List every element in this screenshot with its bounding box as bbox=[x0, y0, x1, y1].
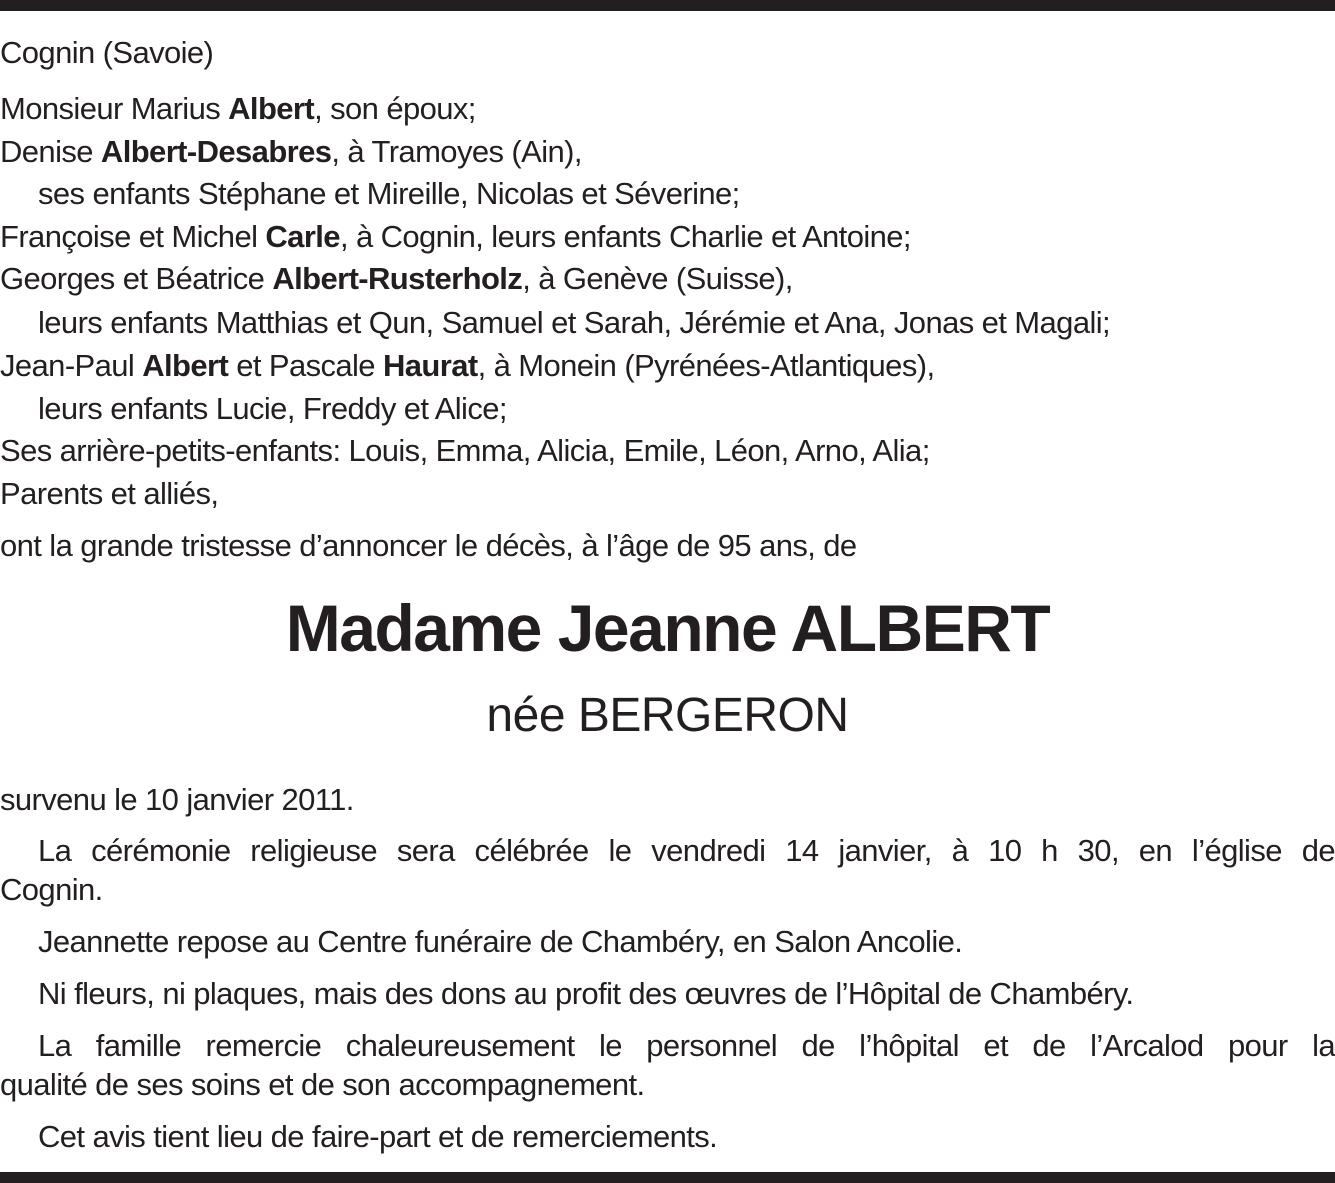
closing-line: Cet avis tient lieu de faire-part et de remerciements. bbox=[38, 1119, 718, 1154]
location-line: Cognin (Savoie) bbox=[0, 35, 214, 70]
family-line: Françoise et Michel Carle, à Cognin, leurs enfants Charlie et Antoine; bbox=[0, 219, 911, 254]
date-line: survenu le 10 janvier 2011. bbox=[0, 782, 354, 817]
family-line: Georges et Béatrice Albert-Rusterholz, à Genève (Suisse), bbox=[0, 261, 793, 296]
family-line: Ses arrière-petits-enfants: Louis, Emma, Alicia, Emile, Léon, Arno, Alia; bbox=[0, 433, 930, 468]
deceased-maiden-name: née BERGERON bbox=[486, 689, 849, 742]
thanks-line: La famille remercie chaleureusement le personnel de l’hôpital et de l’Arcalod pour la bbox=[38, 1028, 1335, 1063]
announcement-line: ont la grande tristesse d’annoncer le décès, à l’âge de 95 ans, de bbox=[0, 528, 857, 563]
family-line: Jean-Paul Albert et Pascale Haurat, à Monein (Pyrénées-Atlantiques), bbox=[0, 348, 935, 383]
family-line: Denise Albert-Desabres, à Tramoyes (Ain), bbox=[0, 134, 582, 169]
family-line: leurs enfants Lucie, Freddy et Alice; bbox=[38, 391, 507, 426]
flowers-line: Ni fleurs, ni plaques, mais des dons au profit des œuvres de l’Hôpital de Chambéry. bbox=[38, 976, 1134, 1011]
top-rule bbox=[0, 0, 1335, 11]
family-line: leurs enfants Matthias et Qun, Samuel et Sarah, Jérémie et Ana, Jonas et Magali; bbox=[38, 305, 1111, 340]
repose-line: Jeannette repose au Centre funéraire de Chambéry, en Salon Ancolie. bbox=[38, 924, 963, 959]
ceremony-line: La cérémonie religieuse sera célébrée le vendredi 14 janvier, à 10 h 30, en l’église de bbox=[38, 833, 1335, 868]
family-line: Parents et alliés, bbox=[0, 476, 219, 511]
thanks-line: qualité de ses soins et de son accompagnement. bbox=[0, 1067, 645, 1102]
family-line: ses enfants Stéphane et Mireille, Nicolas et Séverine; bbox=[38, 176, 740, 211]
ceremony-line: Cognin. bbox=[0, 872, 103, 907]
bottom-rule bbox=[0, 1172, 1335, 1183]
deceased-name: Madame Jeanne ALBERT bbox=[285, 591, 1050, 665]
family-line: Monsieur Marius Albert, son époux; bbox=[0, 91, 476, 126]
